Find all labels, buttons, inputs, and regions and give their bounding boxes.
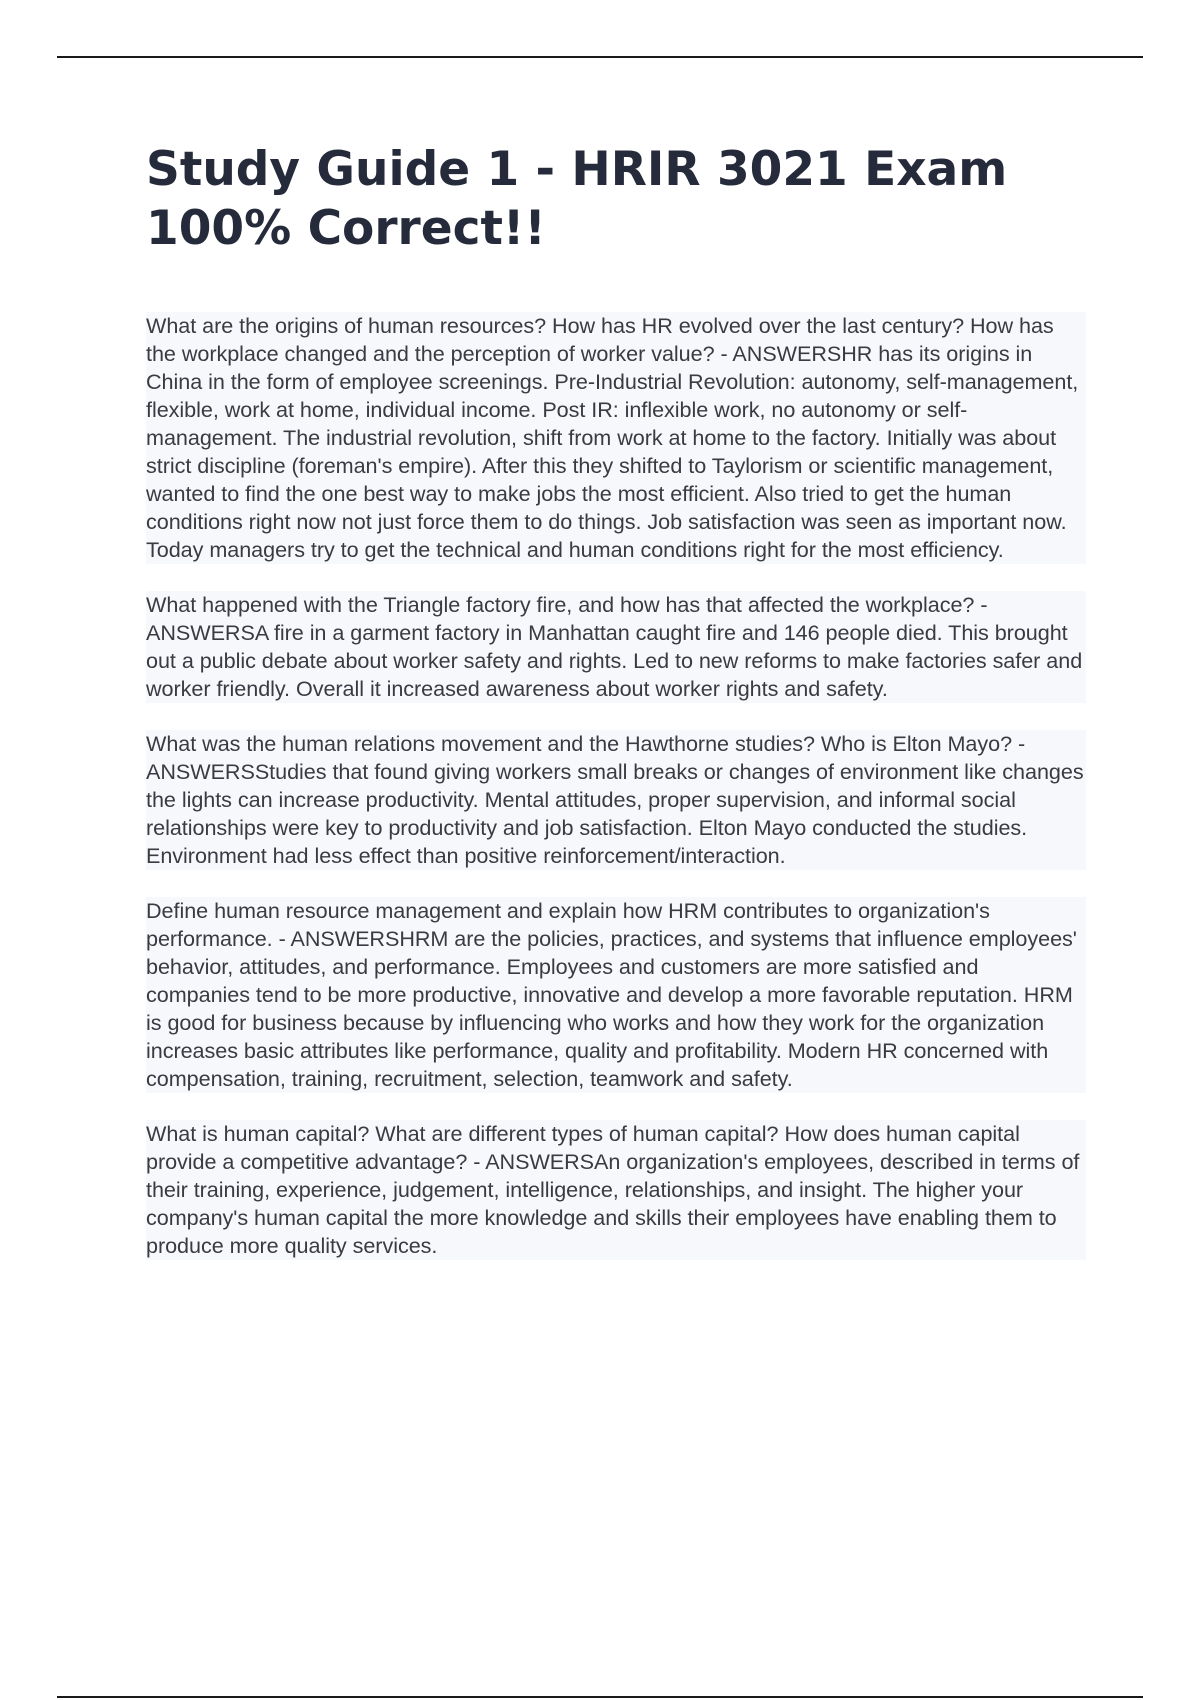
qa-item-2 — [146, 591, 1086, 703]
answer-text: ANSWERSHR has its origins in China in the form of employee screenings. Pre-Industrial Revolution: autonomy, self-management, flexible, work at home, individual income. Post IR: inflexible work, no autonomy or self-management. The industrial revolution, shift from work at home to the factory. Initially was about strict discipline (foreman's empire). After this they shifted to Taylorism or scientific management, wanted to find the one best way to make jobs the most efficient. Also tried to get the human conditions right now not just force them to do things. Job satisfaction was seen as important now. Today managers try to get the technical and human conditions right for the most efficiency. — [146, 341, 1079, 562]
answer-text: ANSWERSAn organization's employees, described in terms of their training, experience, judgement, intelligence, relationships, and insight. The higher your company's human capital the more knowledge and skills their employees have enabling them to produce more quality services. — [146, 1149, 1080, 1258]
qa-item-5 — [146, 1120, 1086, 1260]
document-title: Study Guide 1 - HRIR 3021 Exam 100% Correct!! — [146, 142, 1008, 256]
qa-item-3 — [146, 730, 1086, 870]
answer-text: ANSWERSStudies that found giving workers small breaks or changes of environment like changes the lights can increase productivity. Mental attitudes, proper supervision, and informal social relationships were key to productivity and job satisfaction. Elton Mayo conducted the studies. Environment had less effect than positive reinforcement/interaction. — [146, 759, 1084, 868]
question-text: What happened with the Triangle factory fire, and how has that affected the workplace? — [146, 592, 975, 617]
answer-separator: - — [974, 592, 988, 617]
answer-separator: - — [272, 926, 291, 951]
bottom-rule — [57, 1696, 1143, 1698]
qa-list — [146, 312, 1086, 1287]
answer-separator: - — [467, 1149, 486, 1174]
qa-item-1 — [146, 312, 1086, 564]
question-text: What are the origins of human resources? How has HR evolved over the last century? How has the workplace changed and the perception of worker value? — [146, 313, 1054, 366]
question-text: What is human capital? What are different types of human capital? How does human capital provide a competitive advantage? — [146, 1121, 1020, 1174]
question-text: What was the human relations movement and the Hawthorne studies? Who is Elton Mayo? — [146, 731, 1013, 756]
answer-text: ANSWERSA fire in a garment factory in Manhattan caught fire and 146 people died. This brought out a public debate about worker safety and rights. Led to new reforms to make factories safer and worker friendly. Overall it increased awareness about worker rights and safety. — [146, 620, 1083, 701]
question-text: Define human resource management and explain how HRM contributes to organization's performance. — [146, 898, 990, 951]
answer-separator: - — [714, 341, 733, 366]
qa-item-4 — [146, 897, 1086, 1093]
answer-text: ANSWERSHRM are the policies, practices, and systems that influence employees' behavior, attitudes, and performance. Employees and customers are more satisfied and companies tend to be more productive, innovative and develop a more favorable reputation. HRM is good for business because by influencing who works and how they work for the organization increases basic attributes like performance, quality and profitability. Modern HR concerned with compensation, training, recruitment, selection, teamwork and safety. — [146, 926, 1077, 1091]
top-rule — [57, 56, 1143, 58]
answer-separator: - — [1012, 731, 1026, 756]
